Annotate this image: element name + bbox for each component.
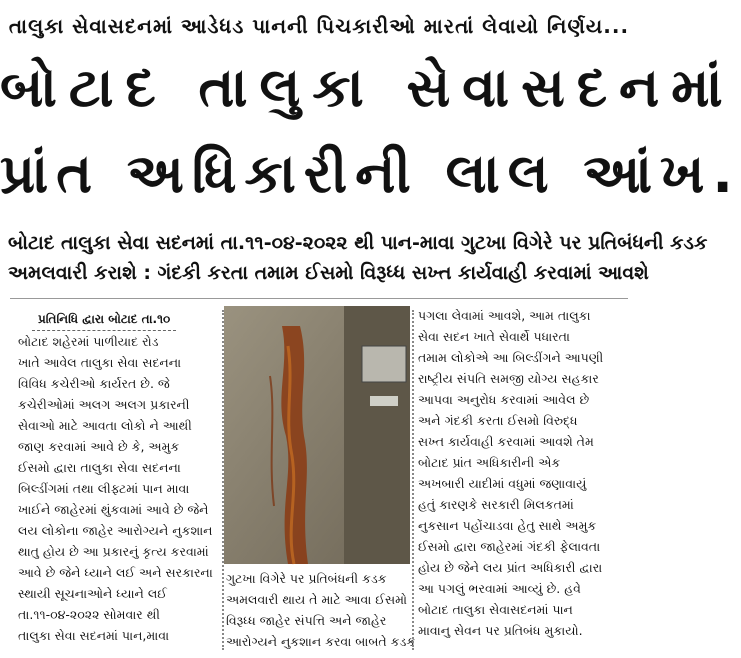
right-column-line: હતું કારણકે સરકારી મિલકતમાં: [418, 497, 574, 512]
left-column-line: લય લોકોના જાહેર આરોગ્યને નુકશાન: [18, 523, 213, 538]
main-headline-line-1: બોટાદ તાલુકા સેવાસદનમાં: [0, 56, 735, 119]
right-column-line: આપવા અનુરોધ કરવામાં આવેલ છે: [418, 392, 590, 407]
right-column-line: સખ્ત કાર્યવાહી કરવામાં આવશે તેમ: [418, 434, 594, 449]
caption-line: ગુટખા વિગેરે પર પ્રતિબંધની કડક: [226, 571, 387, 586]
right-column-line: તમામ લોકોએ આ બિલ્ડીંગને આપણી: [418, 350, 604, 365]
left-column-line: કચેરીઓમાં અલગ અલગ પ્રકારની: [18, 397, 190, 412]
left-column-line: સેવાઓ માટે આવતા લોકો ને આથી: [18, 418, 192, 433]
left-column-line: વિવિધ કચેરીઓ કાર્યરત છે. જે: [18, 376, 170, 391]
left-column-line: તાલુકા સેવા સદનમાં પાન,માવા: [18, 628, 170, 643]
left-column-line: થાતુ હોય છે આ પ્રકારનું કૃત્ય કરવામાં: [18, 544, 209, 559]
main-headline-line-2: પ્રાંત અધિકારીની લાલ આંખ.: [0, 142, 741, 205]
kicker-headline: તાલુકા સેવાસદનમાં આડેધડ પાનની પિચકારીઓ મારતાં લેવાયો નિર્ણય...: [8, 14, 630, 38]
left-column-line: બોટાદ શહેરમાં પાળીયાદ રોડ: [18, 334, 159, 349]
left-column-line: બિલ્ડીંગમાં તથા લીફ્ટમાં પાન માવા: [18, 481, 190, 496]
left-column-line: ઈસમો દ્વારા તાલુકા સેવા સદનના: [18, 460, 181, 475]
caption-line: અમલવારી થાય તે માટે આવા ઈસમો: [226, 592, 408, 607]
subheadline-line-2: અમલવારી કરાશે : ગંદકી કરતા તમામ ઈસમો વિરૂધ્ધ સખ્ત કાર્યવાહી કરવામાં આવશે: [8, 262, 649, 284]
right-column-line: ઈસમો દ્વારા જાહેરમાં ગંદકી ફેલાવતા: [418, 539, 601, 554]
section-divider: [10, 298, 628, 299]
caption-line: વિરૂધ્ધ જાહેર સંપત્તિ અને જાહેર: [226, 613, 387, 628]
lift-wall-stain-photo: [224, 306, 410, 564]
column-divider-right: [412, 310, 414, 650]
right-column-line: બોટાદ તાલુકા સેવાસદનમાં પાન: [418, 602, 573, 617]
left-column-line: ખાઈને જાહેરમાં થુંકવામાં આવે છે જેને: [18, 502, 209, 517]
byline: પ્રતિનિધિ દ્વારા બોટાદ તા.૧૦: [32, 309, 176, 331]
right-column-line: અને ગંદકી કરતા ઈસમો વિરુદ્ધ: [418, 413, 578, 428]
right-column: [418, 305, 628, 641]
right-column-line: સેવા સદન ખાતે સેવાર્થે પધારતા: [418, 329, 570, 344]
left-column-line: તા.૧૧-૦૪-૨૦૨૨ સોમવાર થી: [18, 607, 160, 622]
photo-illustration: [224, 306, 410, 564]
left-column-line: આવે છે જેને ધ્યાને લઈ અને સરકારના: [18, 565, 213, 580]
left-column-line: સ્થાયી સૂચનાઓને ધ્યાને લઈ: [18, 586, 167, 601]
right-column-line: રાષ્ટ્રીય સંપતિ સમજી યોગ્ય સહકાર: [418, 371, 599, 386]
left-column-line: ખાતે આવેલ તાલુકા સેવા સદનના: [18, 355, 182, 370]
right-column-line: બોટાદ પ્રાંત અધિકારીની એક: [418, 455, 561, 470]
caption-line: આરોગ્યને નુકશાન કરવા બાબતે કડક: [226, 634, 416, 649]
right-column-line: હોય છે જેને લય પ્રાંત અધિકારી દ્વારા: [418, 560, 603, 575]
left-column: [18, 308, 218, 646]
right-column-line: માવાનુ સેવન પર પ્રતિબંધ મુકાયો.: [418, 623, 583, 638]
right-column-line: પગલા લેવામાં આવશે, આમ તાલુકા: [418, 308, 591, 323]
left-column-line: જાણ કરવામાં આવે છે કે, અમુક: [18, 439, 180, 454]
right-column-line: નુકસાન પહોંચાડવા હેતુ સાથે અમુક: [418, 518, 597, 533]
right-column-line: આ પગલું ભરવામાં આવ્યું છે. હવે: [418, 581, 581, 596]
photo-caption: [226, 568, 416, 652]
subheadline-line-1: બોટાદ તાલુકા સેવા સદનમાં તા.૧૧-૦૪-૨૦૨૨ થી પાન-માવા ગુટખા વિગેરે પર પ્રતિબંધની કડક: [8, 232, 708, 254]
right-column-line: અખબારી યાદીમાં વધુમાં જણાવાયું: [418, 476, 587, 491]
